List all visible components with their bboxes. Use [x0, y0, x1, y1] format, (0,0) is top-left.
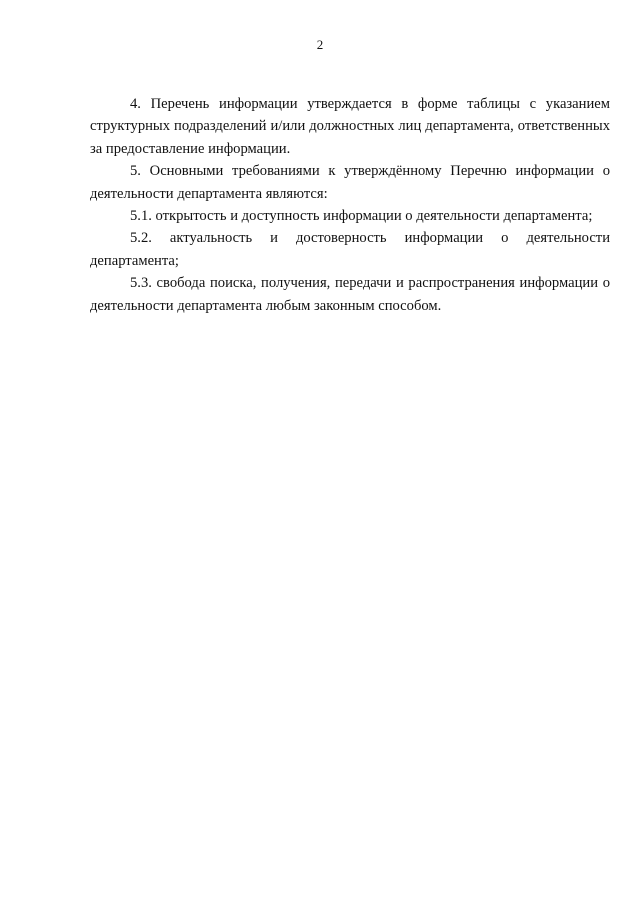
paragraph-5-2: 5.2. актуальность и достоверность информации о деятельности департамента; [90, 230, 610, 269]
page-number: 2 [316, 37, 324, 52]
paragraph-5: 5. Основными требованиями к утверждённому Перечню информации о деятельности департамента являются: [90, 163, 610, 202]
document-body [90, 93, 610, 317]
paragraph-5-1: 5.1. открытость и доступность информации о деятельности департамента; [130, 208, 593, 225]
paragraph-4: 4. Перечень информации утверждается в форме таблицы с указанием структурных подразделений и/или должностных лиц департамента, ответственных за предоставление информации. [90, 96, 610, 157]
paragraph-5-3: 5.3. свобода поиска, получения, передачи и распространения информации о деятельности департамента любым законным способом. [90, 275, 610, 314]
